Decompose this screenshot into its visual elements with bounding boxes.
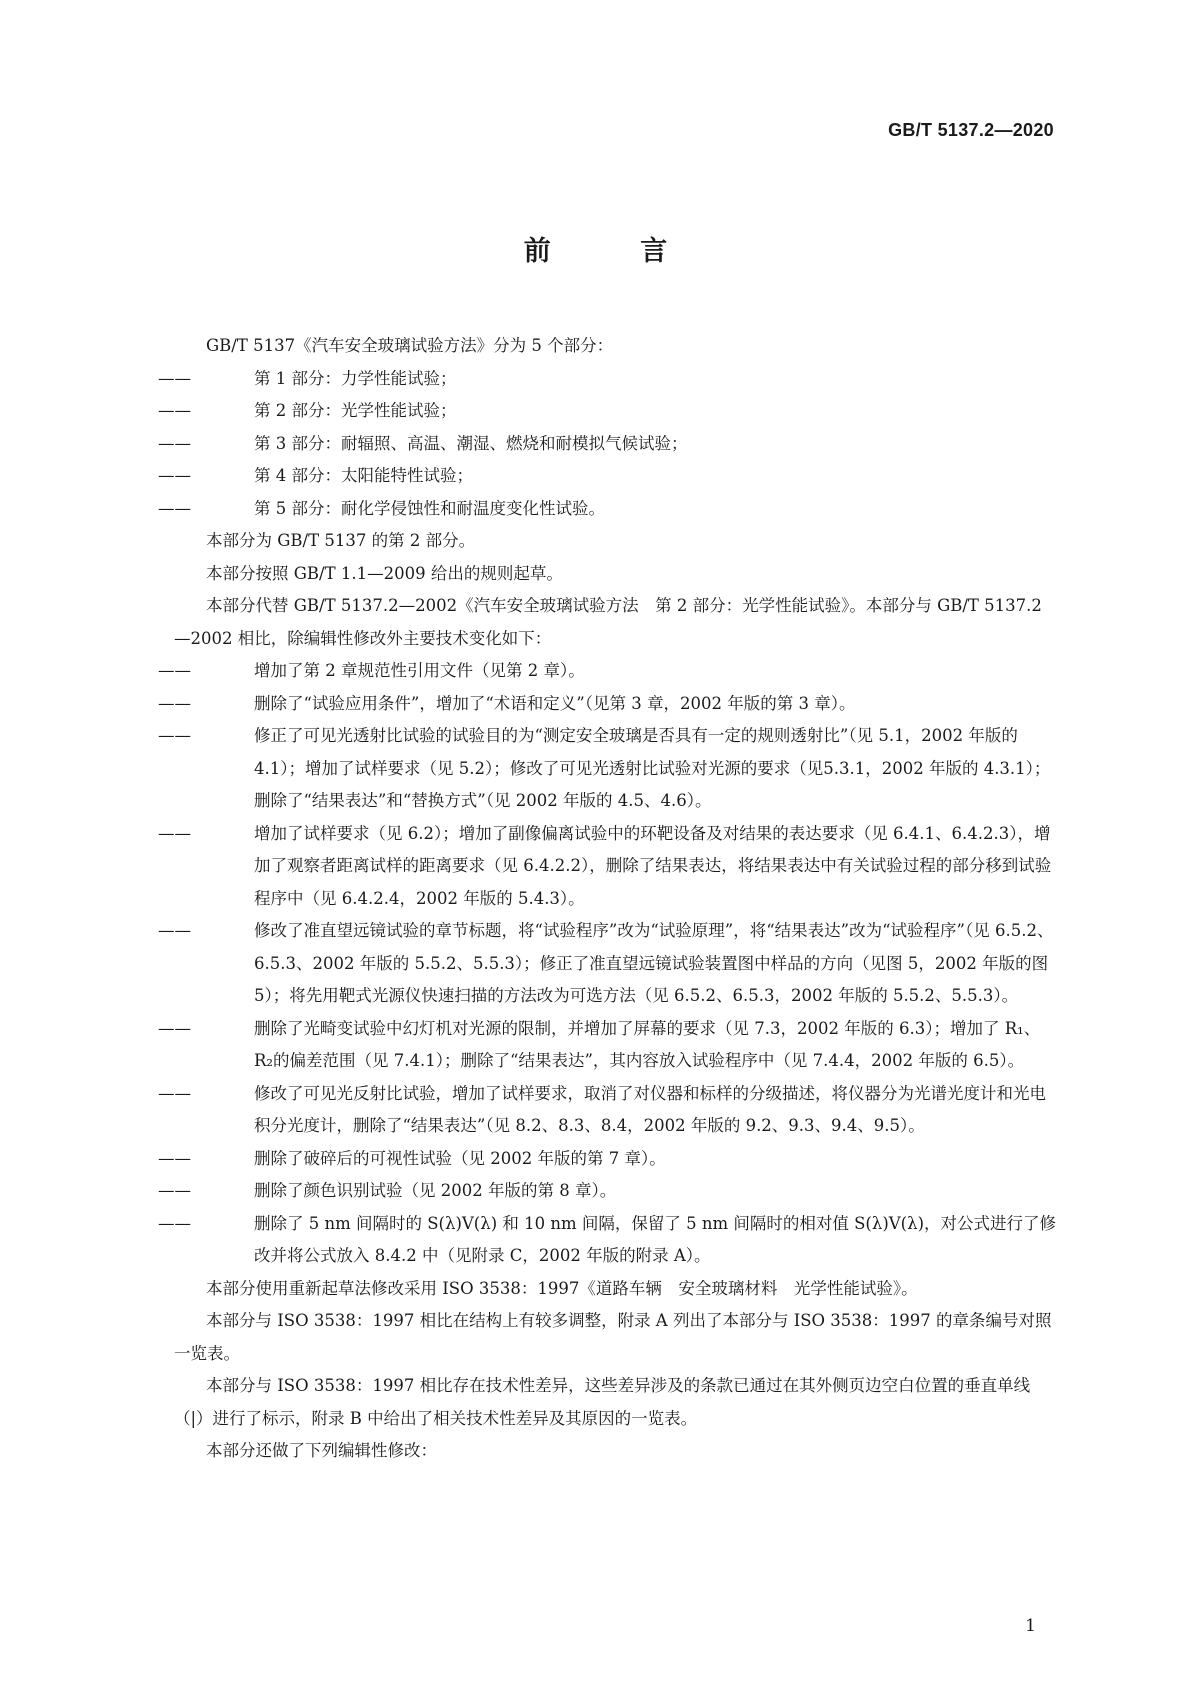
dash-list-item-text: 修正了可见光透射比试验的试验目的为“测定安全玻璃是否具有一定的规则透射比”（见 5.1，2002 年版的 4.1）；增加了试样要求（见 5.2）；修改了可见光透射比试验对光源的要求（见5.3.1，2002 年版的 4.3.1）；删除了“结果表达”和“替换方式”（见 2002 年版的 4.5、4.6）。 — [254, 726, 1051, 810]
dash-marker: —— — [158, 661, 191, 680]
dash-marker: —— — [158, 498, 191, 518]
dash-list-item-text: 增加了试样要求（见 6.2）；增加了副像偏离试验中的环靶设备及对结果的表达要求（见 6.4.1、6.4.2.3），增加了观察者距离试样的距离要求（见 6.4.2.2），删除了结果表达，将结果表达中有关试验过程的部分移到试验程序中（见 6.4.2.4，2002 年版的 5.4.3）。 — [254, 823, 1052, 908]
document-body — [158, 330, 1057, 1468]
dash-list-item — [158, 1208, 1057, 1273]
page-number: 1 — [1025, 1616, 1036, 1636]
paragraph: 本部分与 ISO 3538：1997 相比存在技术性差异，这些差异涉及的条款已通过在其外侧页边空白位置的垂直单线（|）进行了标示，附录 B 中给出了相关技术性差异及其原因的一览表。 — [174, 1376, 1031, 1428]
dash-marker: —— — [158, 1083, 191, 1103]
paragraph: 本部分为 GB/T 5137 的第 2 部分。 — [206, 531, 476, 550]
dash-list-item-text: 第 5 部分：耐化学侵蚀性和耐温度变化性试验。 — [254, 498, 605, 518]
standard-number: GB/T 5137.2—2020 — [888, 120, 1054, 140]
dash-marker: —— — [158, 368, 191, 388]
dash-marker: —— — [158, 1148, 191, 1168]
dash-list-item — [158, 363, 1057, 396]
dash-list-item — [158, 1078, 1057, 1143]
dash-list-item — [158, 493, 1057, 526]
page-title: 前 言 — [523, 236, 708, 267]
dash-list-item-text: 删除了颜色识别试验（见 2002 年版的第 8 章）。 — [254, 1181, 617, 1200]
dash-marker: —— — [158, 823, 191, 843]
dash-list-item — [158, 720, 1057, 818]
dash-list-item — [158, 655, 1057, 688]
dash-marker: —— — [158, 433, 191, 453]
dash-list-item-text: 第 4 部分：太阳能特性试验； — [254, 466, 473, 485]
dash-list-item-text: 增加了第 2 章规范性引用文件（见第 2 章）。 — [254, 661, 585, 680]
dash-list-item-text: 修改了准直望远镜试验的章节标题，将“试验程序”改为“试验原理”，将“结果表达”改为“试验程序”（见 6.5.2、6.5.3、2002 年版的 5.5.2、5.5.3）；修正了准直望远镜试验装置图中样品的方向（见图 5，2002 年版的图 5）；将先用靶式光源仪快速扫描的方法改为可选方法（见 6.5.2、6.5.3，2002 年版的 5.5.2、5.5.3）。 — [254, 921, 1054, 1005]
dash-list-item — [158, 460, 1057, 493]
dash-marker: —— — [158, 1213, 191, 1233]
paragraph: 本部分还做了下列编辑性修改： — [206, 1441, 437, 1460]
dash-list-item — [158, 1013, 1057, 1078]
dash-list-item-text: 修改了可见光反射比试验，增加了试样要求，取消了对仪器和标样的分级描述，将仪器分为光谱光度计和光电积分光度计，删除了“结果表达”（见 8.2、8.3、8.4，2002 年版的 9.2、9.3、9.4、9.5）。 — [254, 1083, 1046, 1135]
dash-marker: —— — [158, 466, 191, 485]
dash-list-item — [158, 915, 1057, 1013]
dash-list-item-text: 第 1 部分：力学性能试验； — [254, 368, 457, 388]
dash-list-item — [158, 428, 1057, 461]
dash-list-item — [158, 395, 1057, 428]
dash-list-item-text: 删除了破碎后的可视性试验（见 2002 年版的第 7 章）。 — [254, 1148, 666, 1168]
dash-list-item-text: 删除了“试验应用条件”，增加了“术语和定义”（见第 3 章，2002 年版的第 3 章）。 — [254, 693, 856, 713]
dash-list-item-text: 删除了 5 nm 间隔时的 S(λ)V(λ) 和 10 nm 间隔，保留了 5 nm 间隔时的相对值 S(λ)V(λ)，对公式进行了修改并将公式放入 8.4.2 中（见附录 C，2002 年版的附录 A）。 — [254, 1213, 1057, 1265]
dash-marker: —— — [158, 1181, 191, 1200]
dash-marker: —— — [158, 1018, 191, 1038]
paragraph: 本部分使用重新起草法修改采用 ISO 3538：1997《道路车辆 安全玻璃材料 光学性能试验》。 — [206, 1278, 918, 1298]
dash-list-item — [158, 688, 1057, 721]
dash-marker: —— — [158, 401, 191, 420]
dash-list-item — [158, 1175, 1057, 1208]
paragraph: GB/T 5137《汽车安全玻璃试验方法》分为 5 个部分： — [206, 336, 614, 355]
dash-list-item — [158, 1143, 1057, 1176]
paragraph: 本部分与 ISO 3538：1997 相比在结构上有较多调整，附录 A 列出了本部分与 ISO 3538：1997 的章条编号对照一览表。 — [174, 1311, 1052, 1363]
dash-marker: —— — [158, 921, 191, 940]
dash-list-item-text: 第 2 部分：光学性能试验； — [254, 401, 457, 420]
dash-list-item-text: 第 3 部分：耐辐照、高温、潮湿、燃烧和耐模拟气候试验； — [254, 433, 688, 453]
paragraph: 本部分按照 GB/T 1.1—2009 给出的规则起草。 — [206, 563, 563, 583]
dash-list-item-text: 删除了光畸变试验中幻灯机对光源的限制，并增加了屏幕的要求（见 7.3，2002 年版的 6.3）；增加了 R₁、R₂的偏差范围（见 7.4.1）；删除了“结果表达”，其内容放入试验程序中（见 7.4.4，2002 年版的 6.5）。 — [254, 1018, 1041, 1070]
dash-list-item — [158, 818, 1057, 916]
dash-marker: —— — [158, 693, 191, 713]
paragraph: 本部分代替 GB/T 5137.2—2002《汽车安全玻璃试验方法 第 2 部分：光学性能试验》。本部分与 GB/T 5137.2—2002 相比，除编辑性修改外主要技术变化如下： — [174, 596, 1042, 648]
dash-marker: —— — [158, 726, 191, 745]
